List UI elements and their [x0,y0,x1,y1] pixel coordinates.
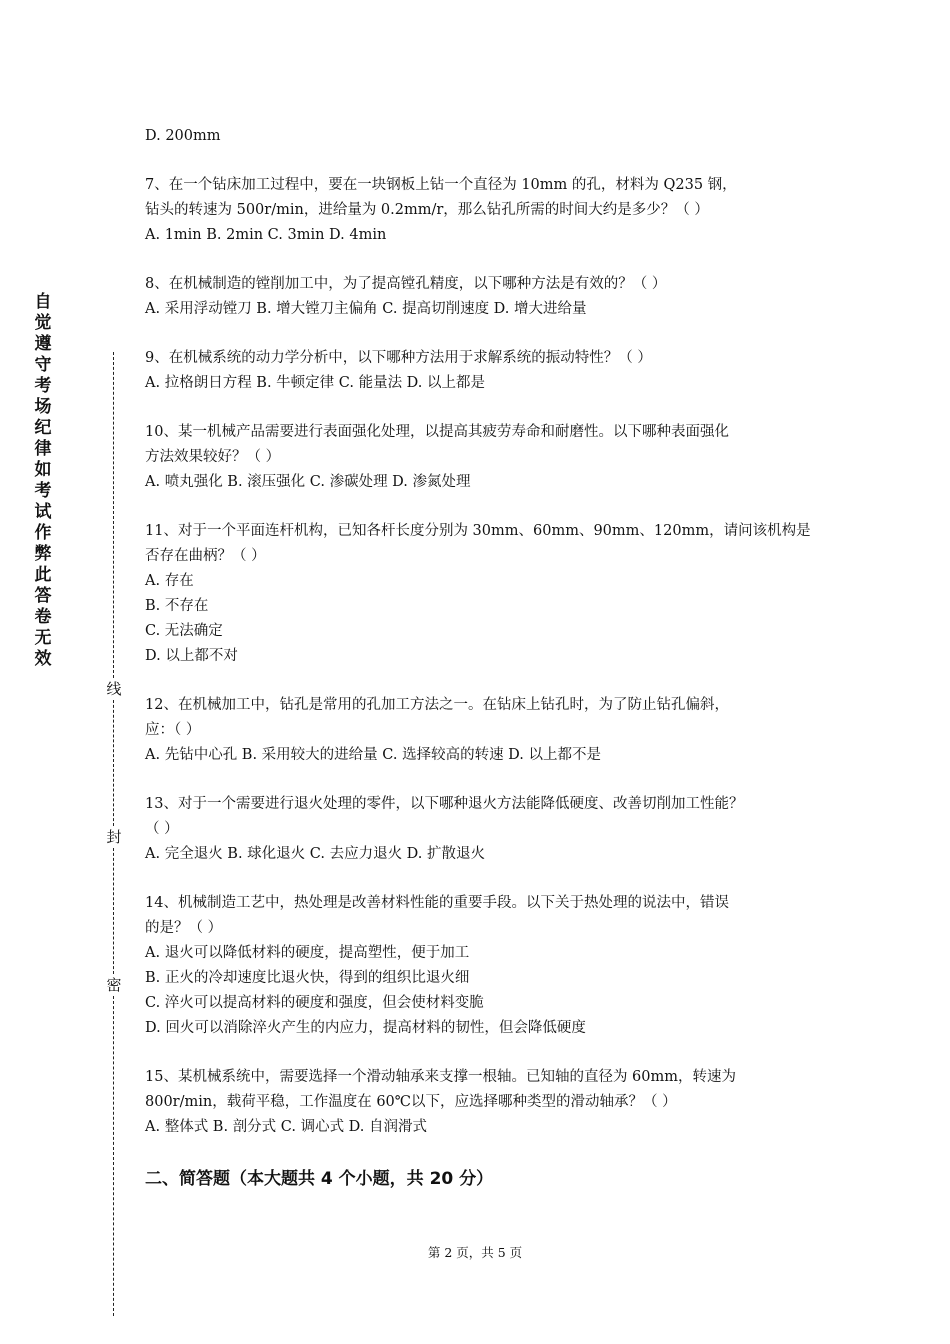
question-10 [145,420,825,495]
question-stem-line: 13、对于一个需要进行退火处理的零件，以下哪种退火方法能降低硬度、改善切削加工性能？ [145,796,744,812]
option-line: A. 喷丸强化 B. 滚压强化 C. 渗碳处理 D. 渗氮处理 [145,474,471,490]
question-stem-line: 应：（ ） [145,722,201,738]
question-stem-line: 10、某一机械产品需要进行表面强化处理，以提高其疲劳寿命和耐磨性。以下哪种表面强化 [145,424,729,440]
question-stem-line: 9、在机械系统的动力学分析中，以下哪种方法用于求解系统的振动特性？（ ） [145,350,652,366]
question-13 [145,792,825,867]
question-stem-line: （ ） [145,821,179,837]
question-stem-line: 800r/min，载荷平稳，工作温度在 60℃以下，应选择哪种类型的滑动轴承？（ ） [145,1094,677,1110]
question-11 [145,519,825,669]
question-12 [145,693,825,768]
question-stem-line: 否存在曲柄？（ ） [145,548,266,564]
option-line: A. 1min B. 2min C. 3min D. 4min [145,227,387,243]
option-line: C. 淬火可以提高材料的硬度和强度，但会使材料变脆 [145,995,484,1011]
option-line: A. 先钻中心孔 B. 采用较大的进给量 C. 选择较高的转速 D. 以上都不是 [145,747,602,763]
seal-mark-line: 线 [106,680,122,698]
question-7 [145,173,825,248]
option-line: B. 不存在 [145,598,209,614]
question-stem-line: 的是？（ ） [145,920,223,936]
option-line: C. 无法确定 [145,623,223,639]
question-6-tail [145,124,825,149]
seal-mark-seal: 封 [106,828,122,846]
question-stem-line: 8、在机械制造的镗削加工中，为了提高镗孔精度，以下哪种方法是有效的？（ ） [145,276,667,292]
question-8 [145,272,825,322]
option-line: A. 退火可以降低材料的硬度，提高塑性，便于加工 [145,945,470,961]
question-stem-line: 14、机械制造工艺中，热处理是改善材料性能的重要手段。以下关于热处理的说法中，错误 [145,895,729,911]
question-stem-line: 11、对于一个平面连杆机构，已知各杆长度分别为 30mm、60mm、90mm、120mm，请问该机构是 [145,523,811,539]
question-stem-line: 12、在机械加工中，钻孔是常用的孔加工方法之一。在钻床上钻孔时，为了防止钻孔偏斜， [145,697,729,713]
seal-dashed-line [113,848,114,974]
question-stem-line: 7、在一个钻床加工过程中，要在一块钢板上钻一个直径为 10mm 的孔，材料为 Q235 钢， [145,177,737,193]
option-line: D. 以上都不对 [145,648,238,664]
binding-margin-notice: 自觉遵守考场纪律如考试作弊此答卷无效 [34,292,52,669]
option-line: D. 回火可以消除淬火产生的内应力，提高材料的韧性，但会降低硬度 [145,1020,586,1036]
option-line: A. 整体式 B. 剖分式 C. 调心式 D. 自润滑式 [145,1119,428,1135]
option-line: A. 拉格朗日方程 B. 牛顿定律 C. 能量法 D. 以上都是 [145,375,486,391]
option-line: A. 存在 [145,573,194,589]
option-line: A. 采用浮动镗刀 B. 增大镗刀主偏角 C. 提高切削速度 D. 增大进给量 [145,301,587,317]
question-9 [145,346,825,396]
question-14 [145,891,825,1041]
seal-mark-close: 密 [106,976,122,994]
exam-content [145,124,825,1194]
option-line: B. 正火的冷却速度比退火快，得到的组织比退火细 [145,970,470,986]
seal-dashed-line [113,700,114,826]
question-stem-line: 15、某机械系统中，需要选择一个滑动轴承来支撑一根轴。已知轴的直径为 60mm，转速为 [145,1069,737,1085]
option-line: A. 完全退火 B. 球化退火 C. 去应力退火 D. 扩散退火 [145,846,486,862]
question-15 [145,1065,825,1140]
question-stem-line: 方法效果较好？（ ） [145,449,281,465]
seal-dashed-line [113,352,114,678]
section-title: 二、简答题（本大题共 4 个小题，共 20 分） [145,1169,494,1189]
option-line: D. 200mm [145,128,221,144]
page-footer: 第 2 页，共 5 页 [427,1245,523,1260]
question-stem-line: 钻头的转速为 500r/min，进给量为 0.2mm/r，那么钻孔所需的时间大约是多少？（ ） [145,202,709,218]
seal-dashed-line [113,996,114,1316]
